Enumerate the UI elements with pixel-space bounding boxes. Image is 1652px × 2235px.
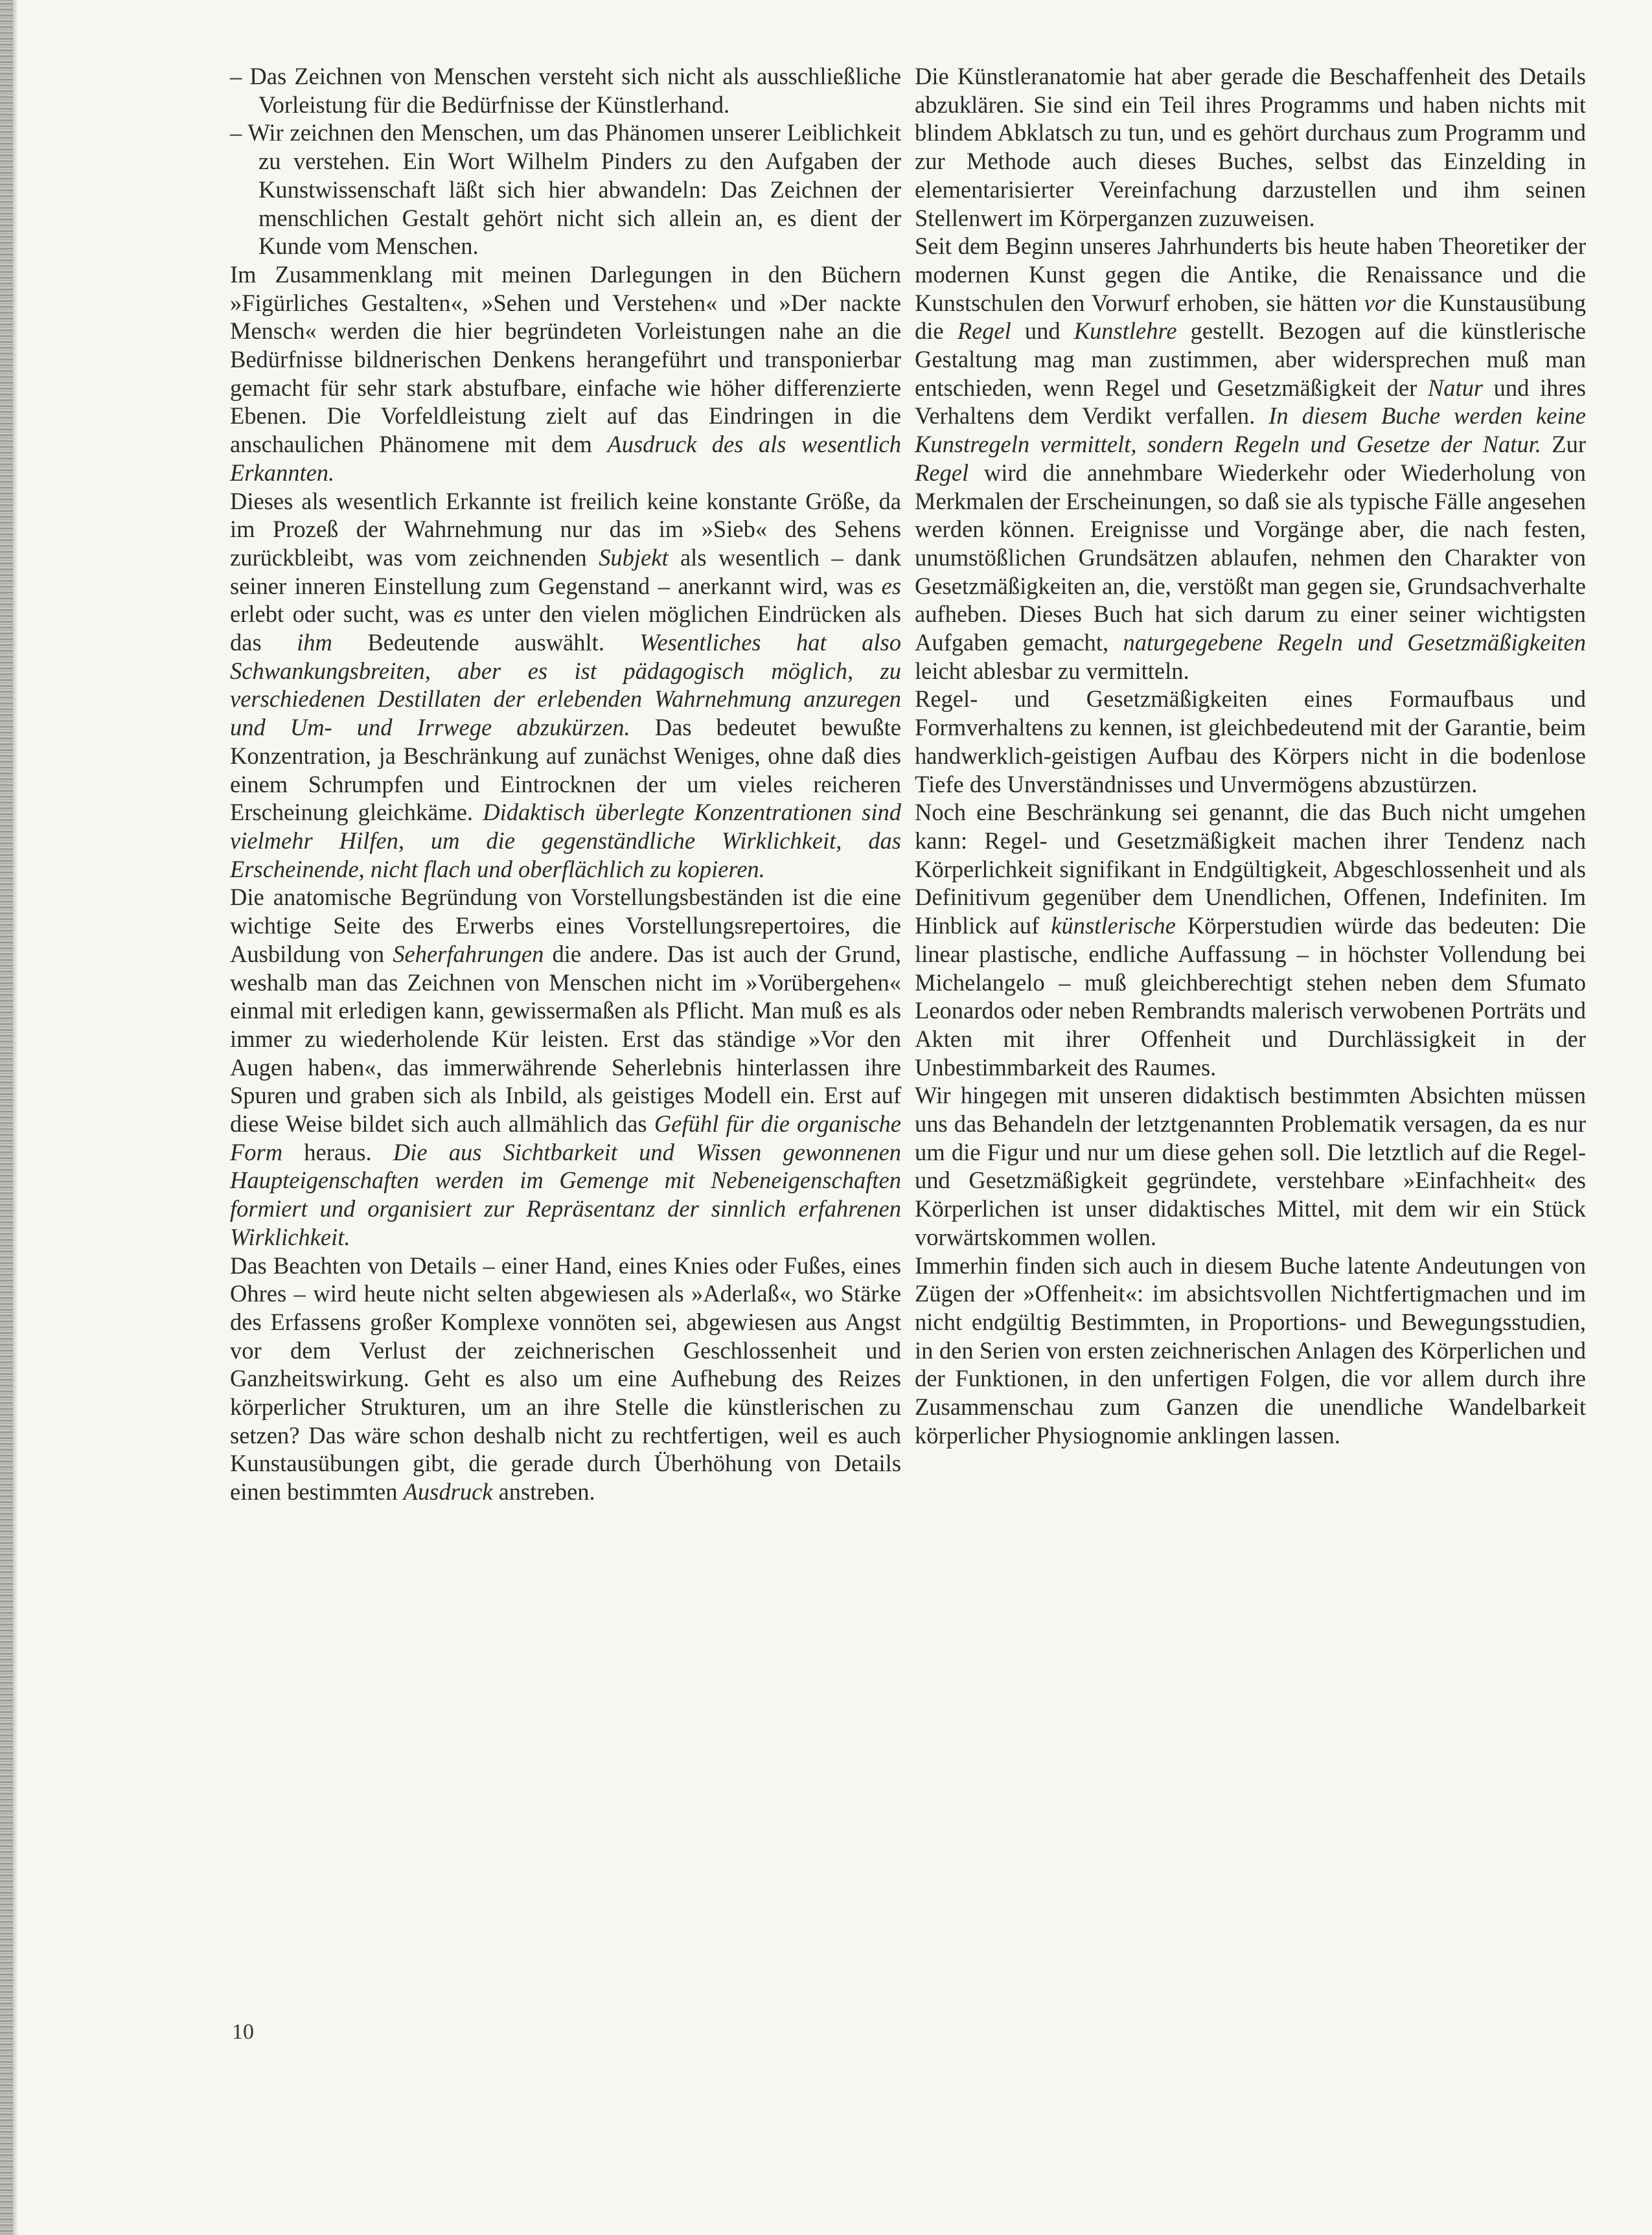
paragraph — [230, 1252, 901, 1506]
text-run: die andere. Das ist auch der Grund, weshalb man das Zeichnen von Menschen nicht im »Vorübergehen« einmal mit erledigen kann, gewissermaßen als Pflicht. Man muß es als immer zu wiederholende Kür leisten. Erst das ständige »Vor den Augen haben«, das immerwährende Seherlebnis hinterlassen ihre Spuren und graben sich als Inbild, als geistiges Modell ein. Erst auf diese Weise bildet sich auch allmählich das — [230, 940, 901, 1138]
text-run: Noch eine Beschränkung sei genannt, die das Buch nicht umgehen kann: Regel- und Gesetzmäßigkeit machen ihrer Tendenz nach Körperlichkeit signifikant in Endgültigkeit, Abgeschlossenheit und als Definitivum gegenüber dem Unendlichen, Offenen, Indefiniten. Im Hinblick auf — [915, 799, 1586, 939]
text-run: und ihres Verhaltens dem Verdikt verfallen. — [915, 374, 1586, 430]
italic-text-run: Kunstlehre — [1073, 317, 1177, 345]
italic-text-run: Regel — [915, 459, 969, 486]
text-run: wird die annehmbare Wiederkehr oder Wiederholung von Merkmalen der Erscheinungen, so daß sie als typische Fälle angesehen werden können. Ereignisse und Vorgänge aber, die nach festen, unumstößlichen Grundsätzen ablaufen, nehmen den Charakter von Gesetzmäßigkeiten an, die, verstößt man gegen sie, Grundsachverhalte aufheben. Dieses Buch hat sich darum zu einer seiner wichtigsten Aufgaben gemacht, — [915, 459, 1586, 656]
paragraph — [915, 798, 1586, 1081]
italic-text-run: Ausdruck — [403, 1478, 493, 1506]
italic-text-run: ihm — [297, 629, 332, 656]
text-run: Im Zusammenklang mit meinen Darlegungen in den Büchern »Figürliches Gestalten«, »Sehen und Verstehen« und »Der nackte Mensch« werden die hier begründeten Vorleistungen nahe an die Bedürfnisse bildnerischen Denkens herangeführt und transponierbar gemacht für sehr stark abstufbare, einfache wie höher differenzierte Ebenen. Die Vorfeldleistung zielt auf das Eindringen in die anschaulichen Phänomene mit dem — [230, 260, 901, 458]
text-run: Regel- und Gesetzmäßigkeiten eines Formaufbaus und Formverhaltens zu kennen, ist gleichbedeutend mit der Garantie, beim handwerklich-geistigen Aufbau des Körpers nicht in die bodenlose Tiefe des Unverständnisses und Unvermögens abzustürzen. — [915, 685, 1586, 797]
italic-text-run: Regel — [957, 317, 1011, 345]
text-run: erlebt oder sucht, was — [230, 601, 453, 628]
text-run: – Wir zeichnen den Menschen, um das Phänomen unserer Leiblichkeit zu verstehen. Ein Wort Wilhelm Pinders zu den Aufgaben der Kunstwissenschaft läßt sich hier abwandeln: Das Zeichnen der menschlichen Gestalt gehört nicht sich allein an, es dient der Kunde vom Menschen. — [230, 119, 901, 260]
dash-list-item — [230, 119, 901, 260]
paragraph — [915, 1081, 1586, 1251]
text-run: Das bedeutet bewußte Konzentration, ja Beschränkung auf zunächst Weniges, ohne daß dies einem Schrumpfen und Eintrocknen der um vieles reicheren Erscheinung gleichkäme. — [230, 714, 901, 826]
italic-text-run: künstlerische — [1051, 912, 1176, 939]
paragraph — [915, 1252, 1586, 1450]
text-run: – Das Zeichnen von Menschen versteht sich nicht als ausschließliche Vorleistung für die Bedürfnisse der Künstlerhand. — [230, 63, 901, 118]
paragraph — [230, 260, 901, 487]
italic-text-run: In diesem Buche werden keine Kunstregeln vermittelt, sondern Regeln und Gesetze der Natur. — [915, 402, 1586, 458]
text-run: Körperstudien würde das bedeuten: Die linear plastische, endliche Auffassung – in höchster Vollendung bei Michelangelo – muß gleichberechtigt stehen neben dem Sfumato Leonardos oder neben Rembrandts malerisch verwobenen Porträts und Akten mit ihrer Offenheit und Durchlässigkeit in der Unbestimmbarkeit des Raumes. — [915, 912, 1586, 1081]
text-run: Dieses als wesentlich Erkannte ist freilich keine konstante Größe, da im Prozeß der Wahrnehmung nur das im »Sieb« des Sehens zurückbleibt, was vom zeichnenden — [230, 487, 901, 571]
binding-shadow — [13, 0, 18, 2235]
italic-text-run: Natur — [1427, 374, 1484, 401]
italic-text-run: naturgegebene Regeln und Gesetzmäßigkeiten — [1123, 629, 1586, 656]
text-run: Zur — [1541, 431, 1586, 458]
text-run: leicht ablesbar zu vermitteln. — [915, 657, 1189, 684]
italic-text-run: Die aus Sichtbarkeit und Wissen gewonnenen Haupteigenschaften werden im Gemenge mit Nebeneigenschaften formiert und organisiert zur Repräsentanz der sinnlich erfahrenen Wirklichkeit. — [230, 1138, 901, 1250]
text-run: heraus. — [282, 1138, 393, 1165]
text-run: als wesentlich – dank seiner inneren Einstellung zum Gegenstand – anerkannt wird, was — [230, 544, 901, 599]
italic-text-run: es — [881, 572, 901, 599]
left-text-column — [230, 62, 901, 1506]
paragraph — [230, 487, 901, 884]
right-text-column — [915, 62, 1586, 1449]
italic-text-run: Subjekt — [599, 544, 669, 571]
text-run: Die anatomische Begründung von Vorstellungsbeständen ist die eine wichtige Seite des Erwerbs eines Vorstellungsrepertoires, die Ausbildung von — [230, 884, 901, 967]
page-number: 10 — [232, 2020, 254, 2044]
italic-text-run: Didaktisch überlegte Konzentrationen sind vielmehr Hilfen, um die gegenständliche Wirklichkeit, das Erscheinende, nicht flach und oberflächlich zu kopieren. — [230, 799, 901, 882]
text-run: Das Beachten von Details – einer Hand, eines Knies oder Fußes, eines Ohres – wird heute nicht selten abgewiesen als »Aderlaß«, wo Stärke des Erfassens großer Komplexe vonnöten sei, abgewiesen aus Angst vor dem Verlust der zeichnerischen Geschlossenheit und Ganzheitswirkung. Geht es also um eine Aufhebung des Reizes körperlicher Strukturen, um an ihre Stelle die künstlerischen zu setzen? Das wäre schon deshalb nicht zu rechtfertigen, weil es auch Kunstausübungen gibt, die gerade durch Überhöhung von Details einen bestimmten — [230, 1252, 901, 1506]
italic-text-run: vor — [1364, 289, 1396, 316]
text-run: gestellt. Bezogen auf die künstlerische Gestaltung mag man zustimmen, aber widersprechen muß man entschieden, wenn Regel und Gesetzmäßigkeit der — [915, 317, 1587, 401]
paragraph — [915, 232, 1586, 685]
book-binding-edge — [0, 0, 13, 2235]
text-run: Bedeutende auswählt. — [332, 629, 640, 656]
italic-text-run: Gefühl für die organische Form — [230, 1110, 902, 1165]
text-run: anstreben. — [492, 1478, 595, 1506]
italic-text-run: es — [453, 601, 474, 628]
italic-text-run: Wesentliches hat also Schwankungsbreiten, aber es ist pädagogisch möglich, zu verschiedenen Destillaten der erlebenden Wahrnehmung anzuregen und Um- und Irrwege abzukürzen. — [230, 629, 901, 741]
paragraph — [915, 685, 1586, 798]
italic-text-run: Ausdruck des als wesentlich Erkannten. — [230, 431, 902, 486]
text-run: Seit dem Beginn unseres Jahrhunderts bis heute haben Theoretiker der modernen Kunst gegen die Antike, die Renaissance und die Kunstschulen den Vorwurf erhoben, sie hätten — [915, 233, 1586, 316]
dash-list-item — [230, 62, 901, 119]
text-run: unter den vielen möglichen Eindrücken als das — [230, 601, 901, 656]
paragraph — [230, 883, 901, 1251]
text-run: und — [1011, 317, 1074, 345]
italic-text-run: Seherfahrungen — [393, 940, 544, 967]
text-run: Immerhin finden sich auch in diesem Buche latente Andeutungen von Zügen der »Offenheit«: im absichtsvollen Nichtfertigmachen und im nicht endgültig Bestimmten, in Proportions- und Bewegungsstudien, in den Serien von ersten zeichnerischen Anlagen des Körperlichen und der Funktionen, in den unfertigen Folgen, die vor allem durch ihre Zusammenschau zum Ganzen die unendliche Wandelbarkeit körperlicher Physiognomie anklingen lassen. — [915, 1252, 1586, 1449]
text-run: die Kunstausübung die — [915, 289, 1586, 345]
paragraph — [915, 62, 1586, 232]
text-run: Die Künstleranatomie hat aber gerade die Beschaffenheit des Details abzuklären. Sie sind ein Teil ihres Programms und haben nichts mit blindem Abklatsch zu tun, und es gehört durchaus zum Programm und zur Methode auch dieses Buches, selbst das Einzelding in elementarisierter Vereinfachung darzustellen und ihm seinen Stellenwert im Körperganzen zuzuweisen. — [915, 63, 1586, 231]
text-run: Wir hingegen mit unseren didaktisch bestimmten Absichten müssen uns das Behandeln der letztgenannten Problematik versagen, da es nur um die Figur und nur um diese gehen soll. Die letztlich auf die Regel- und Gesetzmäßigkeit gegründete, verstehbare »Einfachheit« des Körperlichen ist unser didaktisches Mittel, mit dem wir ein Stück vorwärtskommen wollen. — [915, 1082, 1586, 1250]
